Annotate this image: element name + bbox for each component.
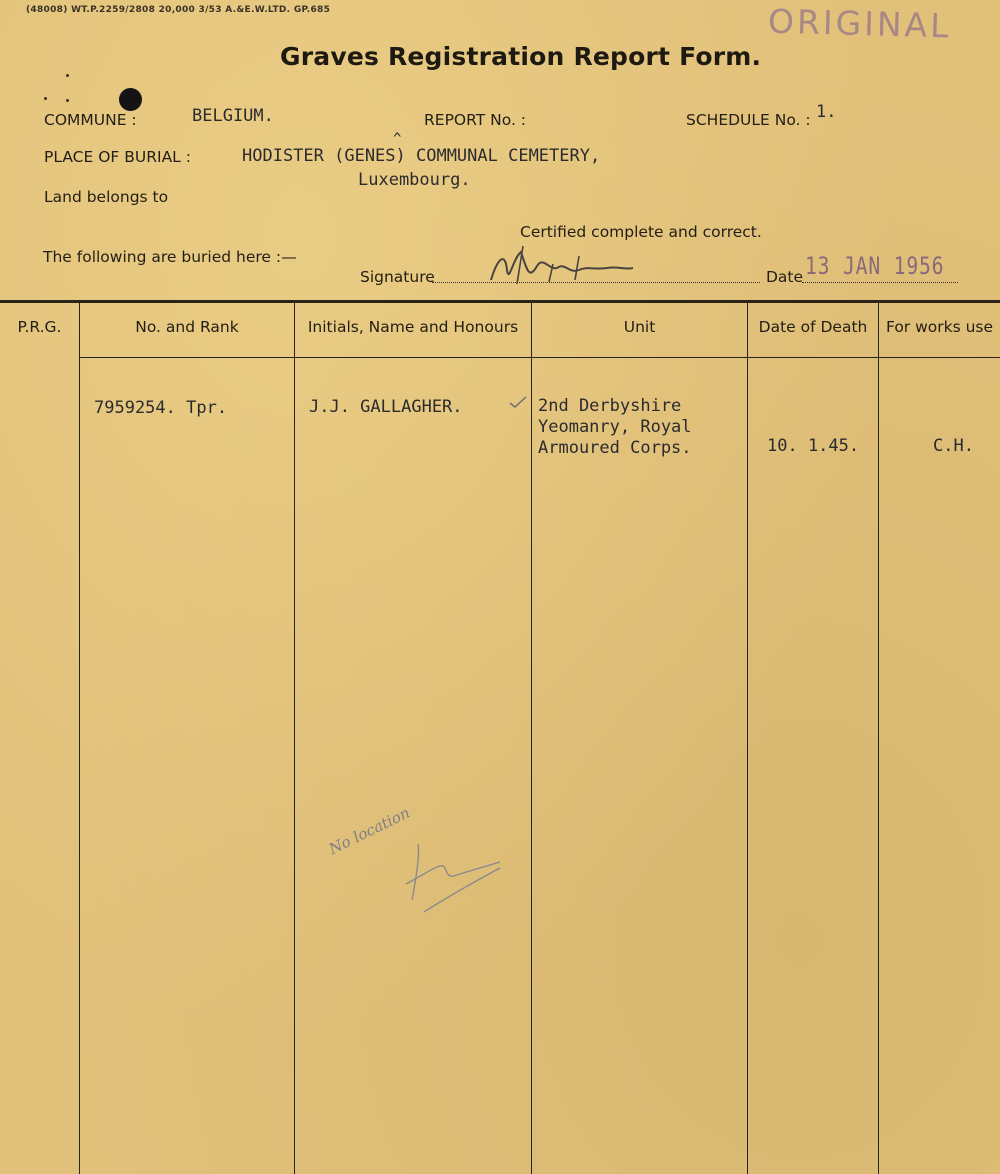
accent-mark: ^ [393,131,402,147]
column-header-unit: Unit [623,318,656,336]
schedule-no-label: SCHEDULE No. : [686,111,811,129]
check-mark [508,394,528,410]
ink-speck [66,99,69,102]
table-header-rule [80,357,1000,358]
land-belongs-to-label: Land belongs to [44,188,169,206]
commune-label: COMMUNE : [44,111,137,129]
signature-label: Signature [360,268,435,286]
handwritten-signature [483,240,643,290]
column-header-prg: P.R.G. [17,318,62,336]
pencil-initials [396,838,506,918]
form-title: Graves Registration Report Form. [280,42,762,71]
place-of-burial-label: PLACE OF BURIAL : [44,148,191,166]
date-stamp: 13 JAN 1956 [805,252,945,280]
column-header-date-of-death: Date of Death [758,318,868,336]
unit-line: Armoured Corps. [538,438,692,458]
column-divider [878,302,879,1174]
print-code: (48008) WT.P.2259/2808 20,000 3/53 A.&E.W.LTD. GP.685 [26,5,331,15]
place-of-burial-line2: Luxembourg. [358,170,471,190]
column-header-name: Initials, Name and Honours [307,318,519,336]
punch-hole [119,88,142,111]
schedule-no-value: 1. [816,102,837,122]
place-of-burial-line1: HODISTER (GENES) COMMUNAL CEMETERY, [242,146,601,166]
soldier-name: J.J. GALLAGHER. [309,397,463,417]
date-of-death: 10. 1.45. [767,436,860,456]
unit-line: 2nd Derbyshire [538,396,682,416]
pencil-note: No location [326,803,413,859]
table-top-rule [0,300,1000,303]
date-label: Date [766,268,804,286]
unit-line: Yeomanry, Royal [538,417,692,437]
report-no-label: REPORT No. : [424,111,527,129]
date-line [802,282,958,283]
ink-speck [66,74,69,77]
works-use-code: C.H. [933,436,974,456]
original-stamp: ORIGINAL [767,1,953,46]
service-number-rank: 7959254. Tpr. [94,398,228,418]
column-divider [79,302,80,1174]
column-header-works-use: For works use [885,318,994,336]
column-header-no-rank: No. and Rank [135,318,239,336]
column-divider [294,302,295,1174]
column-divider [531,302,532,1174]
ink-speck [44,97,47,100]
column-divider [747,302,748,1174]
certified-text: Certified complete and correct. [520,223,762,241]
buried-here-label: The following are buried here :— [43,248,297,266]
commune-value: BELGIUM. [192,106,274,126]
unit-cell [538,396,692,459]
